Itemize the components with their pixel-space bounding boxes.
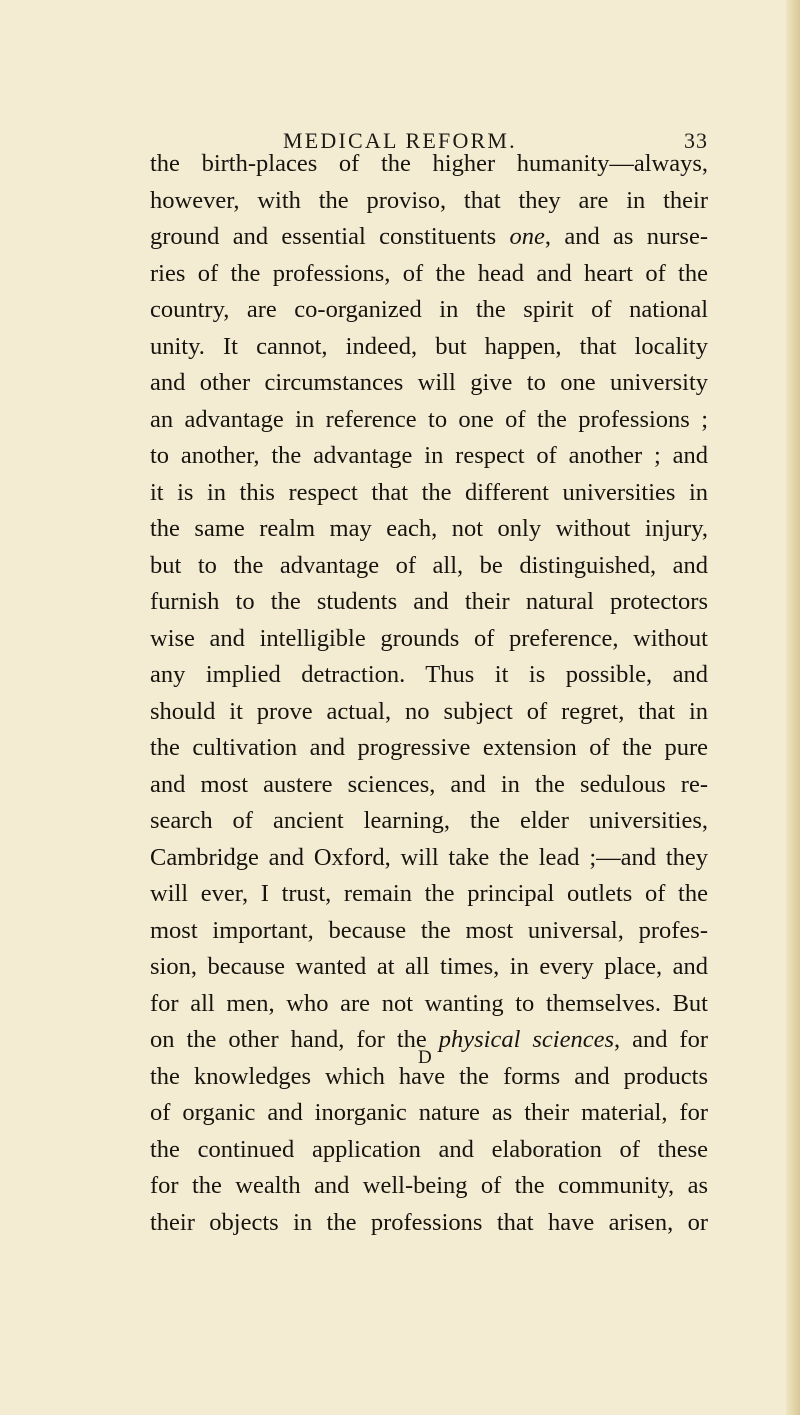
text-line [150,1132,708,1169]
text-run: search of ancient learning, the elder universities, [150,807,708,834]
body-text [150,146,708,1241]
text-line [150,767,708,804]
text-line [150,329,708,366]
text-run: the knowledges which have the forms and products [150,1062,708,1090]
text-run: but to the advantage of all, be distinguished, and [150,551,708,579]
text-run: most important, because the most universal, profes- [150,916,708,944]
italic-run: one [509,223,545,250]
text-run: ries of the professions, of the head and heart of the [150,259,708,287]
text-run: country, are co-organized in the spirit of national [150,296,708,323]
text-run: , and for [614,1026,708,1053]
text-run: , and as nurse- [544,223,708,250]
text-line [150,183,708,220]
text-run: furnish to the students and their natural protectors [150,588,708,615]
page-edge-shadow [786,0,800,1415]
running-head-title: MEDICAL REFORM. [283,128,517,153]
text-run: ground and essential constituents [150,223,510,250]
text-run: for the wealth and well-being of the community, as [150,1172,708,1199]
text-run: the cultivation and progressive extension of the pure [150,734,708,761]
text-run: an advantage in reference to one of the professions ; [150,405,708,433]
text-line [150,256,708,293]
text-run: the same realm may each, not only without injury, [150,515,708,542]
text-line [150,913,708,950]
text-run: it is in this respect that the different universities in [150,478,708,506]
text-line [150,146,708,183]
text-run: and most austere sciences, and in the sedulous re- [150,770,708,798]
text-line [150,949,708,986]
text-run: should it prove actual, no subject of regret, that in [150,697,708,725]
text-line [150,657,708,694]
text-line [150,402,708,439]
text-run: the birth-places of the higher humanity—always, [150,150,708,177]
text-line [150,1168,708,1205]
text-run: on the other hand, for the [150,1026,439,1053]
text-run: will ever, I trust, remain the principal outlets of the [150,880,708,907]
text-run: for all men, who are not wanting to themselves. But [150,989,708,1017]
text-run: and other circumstances will give to one university [150,369,708,396]
text-run: their objects in the professions that have arisen, or [150,1208,708,1236]
italic-run: physical sciences [438,1026,614,1053]
text-line [150,584,708,621]
text-line [150,876,708,913]
text-line [150,511,708,548]
text-line [150,475,708,512]
text-run: sion, because wanted at all times, in every place, and [150,953,708,980]
text-line [150,365,708,402]
text-run: any implied detraction. Thus it is possible, and [150,661,708,688]
text-run: Cambridge and Oxford, will take the lead ;—and they [150,843,708,871]
text-line [150,292,708,329]
text-run: to another, the advantage in respect of another ; and [150,442,708,469]
text-line [150,803,708,840]
text-line [150,548,708,585]
text-line [150,730,708,767]
text-line [150,840,708,877]
text-line [150,219,708,256]
text-line [150,621,708,658]
text-run: the continued application and elaboration of these [150,1135,708,1163]
text-run: of organic and inorganic nature as their material, for [150,1099,708,1126]
text-line [150,1205,708,1242]
text-line [150,438,708,475]
text-line [150,1095,708,1132]
text-run: however, with the proviso, that they are in their [150,186,708,214]
text-run: unity. It cannot, indeed, but happen, that locality [150,332,708,360]
text-line [150,694,708,731]
text-run: wise and intelligible grounds of preference, without [150,624,708,652]
page-number: 33 [684,128,708,153]
text-line [150,986,708,1023]
signature-mark: D [418,1047,432,1068]
